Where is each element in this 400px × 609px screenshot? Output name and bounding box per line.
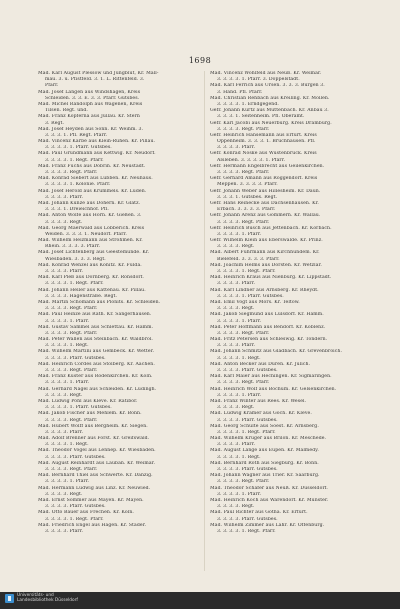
list-entry-line: Meppen. 3. 3. 3. 3. Pfarr. [217,182,278,188]
list-entry-line: Mad. Albert Fuhrmann aus Kirchhundem. Kr. [210,250,320,256]
list-entry-line: 3. 3. 3. 3. Regt. [217,504,255,510]
list-entry-line: 3. 3. 3. 3. Regt. [45,219,83,225]
list-entry-line: 3. 3. 3. 3. Regt. [217,306,255,312]
list-entry-line: 3. 3. 3. 3. Regt. Pfarr. [217,170,270,175]
list-entry-line: 3. 3. 3. 3. 1. Pfarr. [217,318,262,324]
list-entry-line: Mad. Heinrich Wolf aus Bochum. Kr. Gelsenkirchen. [210,386,337,392]
list-entry-line: 3. 3. 3. 3. 1. Pfarr. [45,380,90,386]
list-entry-line: Mad. Fritz Petersen aus Schleswig. Kr. Tondern. [210,337,328,343]
list-entry-line: Mad. Georg Maerwald aus Lobberich. Kreis [38,225,145,231]
list-entry-line: Wiesbaden. 3. 3. 3. Regt. [45,256,106,262]
list-entry-line: Mad. Christian Rehbach aus Kreiling. Kr. Möllen. [210,95,330,101]
list-entry-line: Gefr. Karl Jacobi aus Neuerburg. Kreis Dramburg. [210,120,332,126]
list-entry-line: 3. 3. 3. 3. 1. Pfarr. [217,231,262,237]
list-entry-line: 3. 3. 3. 3. 1. Regt. Pfarr. [217,429,276,435]
list-entry-line: 3. 3. 3. 3. Pfarr. Gutsbes. [45,355,106,361]
list-entry-line: 3. 3. 3. 3. Regt. Pfarr. [45,170,98,175]
list-entry-line: 3. 3. 3. 3. Pfarr. [217,442,256,448]
list-entry-line: Mad. Wilhelm Martini aus Gembeck. Kr. Wetter. [38,349,155,355]
list-entry-line: Tilsen. Regt. und. [45,108,88,114]
list-entry-line: Gefr. Johann Kurtz aus Muttenbach. Kr. Anbau 3. [210,108,329,114]
list-entry-line: Alsleben. 3. 3. 3. 3. 1. Pfarr. [217,157,286,163]
list-entry-line: Pfarr. [45,83,59,89]
right-column [210,71,373,571]
list-entry-line: 3. 3. 3. 3. 1. Regt. [45,442,89,448]
library-credit-line2: Landesbibliothek Düsseldorf [17,598,78,604]
list-entry-line: Mad. Karl Ferrich aus Ursen. 3. 3. 3. Bürgen 3. [210,83,325,89]
ulb-logo-icon [5,594,14,603]
list-entry-line: 3. 3. 3. 3. Pfarr. [45,429,84,435]
list-entry-line: Mad. Anton Becker aus Düren. Kr. Jülich. [210,361,311,367]
list-entry-line: 3. 3. 3. 1. Dreieichhof. Pfl. [45,207,109,213]
list-entry-line: 3. 3. 3. 1. Seitenheim. Pfl. Oberamt. [217,114,305,120]
list-entry-line: Mad. Ernst Sommer aus Mayen. Kr. Mayen. [38,497,144,503]
list-entry-line: Mad. Anton Wolfe aus Horn. Kr. Gießen. 3. [38,213,142,219]
list-entry-line: Mad. Franz Fuchs aus Dobrin. Kr. Neustadt. [38,163,146,169]
list-entry-line: Mad. Konrad Wenzel aus Konitz. Kr. Fulda. [38,262,142,268]
list-entry-line: 3. 3. 3. 3. 1. Pfarr. [217,392,262,398]
list-entry-line: 3. 3. 3. 3. Regt. Pfarr. [217,330,270,336]
list-entry-line: Mad. Theodor Vogel aus Lennep. Kr. Wiesbaden. [38,448,156,454]
list-entry-line: 3. 3. 3. 3. Hagenstraße. Regt. [45,293,118,299]
library-credit [17,593,78,604]
list-entry-line: Mad. Wilhelm Zimmer aus Lahr. Kr. Offenburg. [210,522,325,528]
list-entry-line: Mad. Hubert Wolff aus Bergheim. Kr. Siegen. [38,423,148,429]
list-entry-line: 3. 3. 3. 3. Pfarr. Gutsbes. [45,504,106,510]
list-entry-line: Oppenheim. 3. 3. 3. 1. Bruchhausen. Pfl. [217,139,316,145]
list-entry-line: 3. 3. 3. 3. 1. Regt. Pfarr. [45,516,104,522]
list-entry-line: 3. 3. 3. 3. Regt. Pfarr. [217,219,270,225]
list-entry-line: 3. 3. 3. 3. 1. Pfarr. [45,479,90,485]
list-entry-line: Weiden. 3. 3. 3. 1. Neudorf. Pfarr. [45,231,127,237]
left-column [38,71,201,571]
list-entry-line: 3. 3. 3. 3. 1. Pfarr. Gutsbes. [45,405,112,411]
list-entry-line: Mad. Josef Langen aus Windshagen, Kreis [38,89,141,95]
list-entry-line: Mad. Franz Winter aus Rees. Kr. Wesel. [210,398,307,404]
list-entry-line: Mad. Karl Pleß aus Dörnberg. Kr. Ronsdorf. [38,275,144,281]
list-entry-line: Mad. Karl Lindner aus Arnsberg. Kr. Rheydt. [210,287,319,293]
list-entry-line: 3. 3. 3. 3. 1. Pfarr. Gutsbes. [45,145,112,151]
list-entry-line: 3. 3. 3. 3. 1. Regt. Pfarr. [217,528,276,534]
list-entry-line: Mad. Karl August Plessow und Jungblut, Kr. Mall- [38,71,159,76]
list-entry-line: Bielefeld. 3. 3. 3. 3. Pfarr. [217,256,280,262]
list-entry-line: Gefr. Hans Reinecke aus Dachsenhausen. Kr. [210,200,319,206]
list-entry-line: Mad. Joachim Helms aus Dorsten. Kr. Wetzlar. [210,262,322,268]
list-entry-line: 3. 3. 3. 3. Pfarr. Gutsbes. [217,417,278,423]
list-entry-line: Mad. Gustav Sammel aus Schlettau. Kr. Hamm. [38,324,154,330]
list-entry-line: Mad. Bernhard Thiel aus Schwerte. Kr. Danzig. [38,473,153,479]
list-entry-line: 3. 3. 3. 3. 1. Regt. [217,355,261,361]
list-entry-line: 3. 3. 3. 3. Regt. Pfarr. [217,380,270,386]
list-entry-line: Gefr. Wilhelm Klein aus Eberswalde. Kr. Prinz. [210,238,323,244]
list-entry-line: Mad. Vincenz Wohlfeld aus Neuß. Kr. Weimar. [210,71,322,76]
list-entry-line: Gefr. Heinrich Busch aus Jettenbach. Kr. Korbach. [210,225,332,231]
list-entry-line: Mad. Hermann Ludwig aus Linz. Kr. Neuwied. [38,485,151,491]
list-entry-line: 3. 3. 3. 3. 1. Pfarr. Gutsbes. [217,293,284,299]
list-entry-line: Mad. Josef Lichtenberg aus Geestemünde. Kr. [38,250,150,256]
list-entry-line: Mad. Ludwig Kramer aus Goch. Kr. Kleve. [210,411,312,417]
list-entry-line: Mad. Adolf Brenner aus Forst. Kr. Greifswald. [38,436,150,442]
list-entry-line: Mad. Friedrich Engel aus Hagen. Kr. Stader. [38,522,147,528]
list-entry-line: Mad. Josef Herold aus Krummels. Kr. Luden. [38,188,147,194]
list-entry-line: Gefr. Johann Arenz aus Gommern. Kr. Wallau. [210,213,321,219]
list-entry-line: 3. 3. 3. 3. Regt. Pfarr. [45,368,98,373]
list-entry-line: Mad. Konrad Siebert aus Lübben. Kr. Neuhaus. [38,176,153,182]
list-entry-line: Mad. Paul Heinze aus Rath. Kr. Sangerhausen. [38,312,152,318]
list-entry-line: Erbach. 3. 3. 3. 3. Pfarr. [217,207,276,213]
list-entry-line: Mad. Ludwig Pohl aus Kleve. Kr. Ratibor. [38,398,138,404]
list-entry-line: 3. 3. 3. 3. 1. Pfarr. 3. Doppelstadt. [217,77,300,83]
list-entry-line: Mad. Wilhelm Heizmann aus Strohmen. Kr. [38,238,143,244]
list-entry-line: Mad. Peter Wallen aus Steinbach. Kr. Waldbröl. [38,337,153,343]
list-entry-line: Mad. Georg Schulte aus Soest. Kr. Arnsberg. [210,423,319,429]
list-entry-line: 3. 3. 3. 3. Regt. Pfarr. [45,330,98,336]
list-entry-line: Mad. Johann Heller aus Kattenau. Kr. Pillau. [38,287,146,293]
list-entry-line: 3. 3. 3. 3. Regt. [45,392,83,398]
list-entry-line: 3. 3. 3. 3. 1. Regt. Pfarr. [217,269,276,274]
list-entry-line: 3. 3. 3. 3. Pfarr. Gutsbes. [217,368,278,373]
list-entry-line: Mad. Bernhard Roth aus Siegburg. Kr. Bonn. [210,460,319,466]
list-entry-line: 3. 3. 3. 3. 1. Pfarr. [217,491,262,497]
list-entry-line: 3. 3. 3. 3. 1. Regt. [45,343,89,349]
list-entry-line: Mad. Paul Richter aus Gotha. Kr. Erfurt. [210,510,308,516]
list-entry-line: 3. 3. 3. 3. Pfarr. [217,343,256,349]
list-entry-line: 3. 3. 3. 3. Pfarr. [45,194,84,200]
list-entry-line: Mad. Michel Randolph aus Wagenen, Kreis [38,101,143,107]
list-entry-line: Rhein. 3. 3. 3. 3. Pfarr. [45,244,101,250]
list-entry-line: Mad. Heinrich Kraus aus Nienburg. Kr. Lippstadt. [210,275,332,281]
list-entry-line: 3. 3. 3. 1. Gutsbes. Regt. [217,194,278,200]
list-entry-line: Mad. Gerhard Nagel aus Schleiden. Kr. Lüdingh. [38,386,157,392]
list-entry-line: 3. 3. 3. 3. Regt. Pfarr. [45,467,98,472]
list-entry-line: Mad. Theodor Schäfer aus Neuß. Kr. Düsseldorf. [210,485,328,491]
list-entry-line: 3. Hand. Pfl. Pfarr. [217,89,263,95]
list-entry-line: Mad. Paul Grundmann aus Kettwig. Kr. Neudorf. [38,151,156,157]
list-entry-line: 3. 3. 3. 1. Pfl. Regt. Pfarr. [45,132,108,138]
list-entry-line: 3. 3. 3. 3. Pfarr. [45,269,84,274]
list-entry-line: Gefr. Konrad Noske aus Wüstenbrück. Kreis [210,151,317,157]
list-entry-line: Mad. Vincenz Karbe aus Klein-Rühen. Kr. Pillau. [38,139,156,145]
list-entry-line: Mad. Emil Vogt aus Mörs. Kr. Teltow. [210,299,300,305]
list-entry-line: Mad. Otto Bauer aus Frechen. Kr. Köln. [38,510,134,516]
list-entry-line: 3. 3. 3. 3. Regt. [217,405,255,411]
list-entry-line: 3. 3. 3. 3. Pfarr. [45,528,84,534]
list-entry-line: Gefr. Johann Weber aus Hillesheim. Kr. Daun. [210,188,321,194]
column-divider [204,71,205,571]
list-entry-line: 3. 3. 3. 3. 1. Kolonie. Pfarr. [45,182,111,188]
list-entry-line: Mad. Jakob Fischer aus Mehlem. Kr. Bonn. [38,411,142,417]
list-entry-line: 3. 3. 3. 3. 1. Pfarr. [45,318,90,324]
list-entry-line: Mad. Wilhelm Krüger aus Brilon. Kr. Meschede. [210,436,327,442]
footer-bar [0,592,400,609]
list-entry-line: Mad. Peter Hoffmann aus Bendorf. Kr. Koblenz. [210,324,326,330]
list-entry-line: mau. 3. u. Pfistfeld. 3. 1. L. Rittenfeld. 3. [45,77,145,83]
list-entry-line: Mad. Johann Kunze aus Döhern. Kr. Glatz. [38,200,141,206]
list-entry-line: Gefr. Gerhard Amann aus Roggendorf. Kreis [210,176,318,182]
list-entry-line: 3. 3. 3. 3. 1. Erndgegend. [217,101,279,107]
list-entry-line: 3. 3. 3. 3. Regt. [45,491,83,497]
list-entry-line: 3. 3. 3. 3. 1. Regt. [217,454,261,460]
list-entry-line: Mad. August Lange aus Eupen. Kr. Malmedy. [210,448,319,454]
list-entry-line: Mad. Martin Schömann aus Plonits. Kr. Schleiden. [38,299,161,305]
list-entry-line: 3. 3. 3. 3. Regt. [217,244,255,250]
list-entry-line: 3. 3. 3. 3. Regt. Pfarr. [45,417,98,423]
list-entry-line: Mad. Josef Heyden aus Sonn. Kr. Weihm. 3. [38,126,144,132]
page-number: 1698 [188,56,212,65]
list-entry-line: Mad. Jakob Siegmund aus Lülsdorf. Kr. Hamm. [210,312,324,318]
list-entry-line: 3. 3. 3. 3. 1. Regt. Pfarr. [45,157,104,163]
list-entry-line: 3. 3. 3. 3. Pfarr. [217,145,256,151]
list-entry-line: 3. 3. 3. 3. Regt. Pfarr. [45,306,98,312]
list-entry-line: Mad. Heinrich Koch aus Warendorf. Kr. Münster. [210,497,329,503]
list-entry-line: 3. 3. 3. 3. Pfarr. Gutsbes. [45,454,106,460]
list-entry-line: Mad. Franz Kopferna aus Jullau. Kr. Stern [38,114,140,120]
list-entry-line: Schleiden. 3. 3. E. 3. 3. Pfarr. Gutsbes. [45,95,140,101]
list-entry-line: Mad. Franz Küster aus Rodenkirchen. Kr. Köln. [38,374,153,380]
list-entry-line: 3. 3. 3. 3. Pfarr. Gutsbes. [217,516,278,522]
list-entry-line: Mad. Karl Maier aus Hechingen. Kr. Sigmaringen. [210,374,332,380]
list-entry-line: Mad. Heinrich Cordes aus Stolberg. Kr. Aachen. [38,361,155,367]
list-entry-line: Gefr. Hermann Engelbrecht aus Geilenkirchen. [210,163,325,169]
list-entry-line: Gefr. Heinrich Hansemann aus Erfurt. Kreis [210,132,317,138]
list-entry-line: 3. 3. 3. 3. Pfarr. [217,281,256,287]
list-entry-line: Mad. August Reinhardt aus Lauban. Kr. Weimar. [38,460,156,466]
list-entry-line: Mad. Johann Wagner aus Trier. Kr. Saarburg. [210,473,320,479]
list-entry-line: 3. 3. 3. 3. Pfarr. Gutsbes. [217,467,278,472]
list-entry-line: 3. 3. 3. 3. 1. Regt. Pfarr. [45,281,104,287]
library-credit-line1: Universitäts- und [17,593,54,598]
list-entry-line: 3. Regt. [45,120,65,126]
list-entry-line: 3. 3. 3. 3. Regt. Pfarr. [217,479,270,485]
list-entry-line: Mad. Johann Schmitz aus Gladbach. Kr. Grevenbroich. [210,349,343,355]
list-entry-line: 3. 3. 3. 3. Regt. Pfarr. [217,126,270,132]
